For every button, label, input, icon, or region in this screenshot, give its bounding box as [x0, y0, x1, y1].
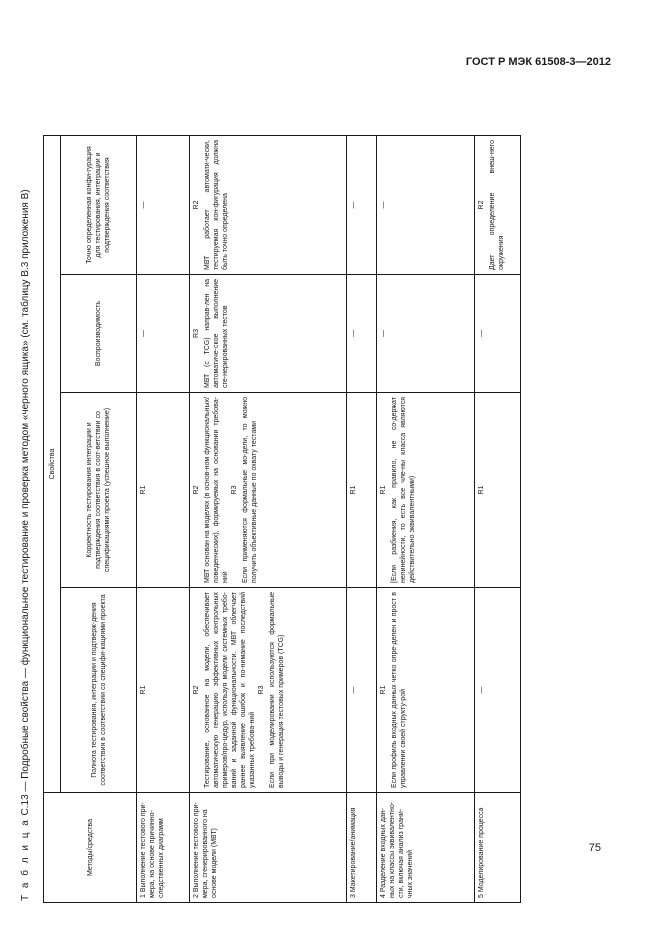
- property-cell-p2: [347, 393, 377, 588]
- recommendation-rating: —: [350, 686, 357, 694]
- property-cell-p4: [377, 136, 475, 275]
- recommendation-rating: —: [380, 201, 387, 209]
- justification-text: [Если разбиения, как правило, не со-держат нелинейности, то есть все чле-ны класса являются действительно эквивалентными): [391, 397, 416, 583]
- justification-text: Дает определение внеш-него окружения: [489, 140, 505, 270]
- header-completeness: Полнота тестирования, интеграции и подтверж-дения соответствия в соответствии со специфи-кациями проекта: [61, 588, 137, 793]
- recommendation-rating: —: [350, 330, 357, 337]
- recommendation-rating: R1: [350, 485, 357, 495]
- recommendation-rating: —: [380, 330, 387, 337]
- method-cell: 4 Разделение входных дан-ных на классы эквивалентно-сти, включая анализ грани-чных значений: [377, 793, 475, 903]
- justification-text: МВТ основан на моделях (в основ-ном функциональных/поведенческих), формируемых на основании требова-ний: [204, 397, 229, 583]
- method-cell: 3 Макетирование/анимация: [347, 793, 377, 903]
- method-cell: 2 Выполнение тестового при-мера, сгенерированного на основе модели (МВТ): [190, 793, 347, 903]
- recommendation-rating: —: [350, 201, 357, 209]
- recommendation-rating: R1: [140, 685, 147, 695]
- justification-text: МВТ работает автомати-чески, тестируемая кон-фигурация должна быть точно определена: [204, 140, 229, 270]
- rotated-table-block: [18, 0, 521, 909]
- recommendation-rating: R3: [258, 685, 265, 695]
- property-cell-p3: [475, 275, 521, 393]
- properties-table: [43, 135, 521, 903]
- recommendation-rating: R1: [478, 485, 485, 495]
- justification-text: Тестирование, основанное на модели, обеспечивает автоматическую генерацию эффективных контрольных примеров/про-цедур, используя модели системных требо-ваний и заданной функциональности. МВТ облегчает раннее выявление ошибок и по-нимание последствий указанных требова-ний: [204, 592, 256, 788]
- table-row: [347, 136, 377, 903]
- recommendation-rating: R2: [478, 200, 485, 210]
- table-body: [137, 136, 521, 903]
- property-cell-p3: [137, 275, 190, 393]
- property-cell-p4: [137, 136, 190, 275]
- justification-text: Если при моделировании используются формальные выводы и генерация тестовых примеров (TCG): [269, 592, 285, 788]
- property-cell-p2: [190, 393, 347, 588]
- property-cell-p2: [475, 393, 521, 588]
- caption-text: С.13 — Подробные свойства — функциональное тестирование и проверка методом «черного ящика» (см. таблицу В.3 приложения В): [20, 189, 31, 816]
- property-cell-p2: [137, 393, 190, 588]
- property-cell-p4: [190, 136, 347, 275]
- recommendation-rating: —: [140, 330, 147, 337]
- recommendation-rating: R1: [380, 485, 387, 495]
- table-row: [137, 136, 190, 903]
- recommendation-rating: —: [478, 686, 485, 694]
- property-cell-p1: [377, 588, 475, 793]
- property-cell-p4: [475, 136, 521, 275]
- property-cell-p1: [137, 588, 190, 793]
- property-cell-p1: [475, 588, 521, 793]
- justification-text: МВТ (с TCG) направ-лен на автоматиче-ское выполнение сге-нерированных тестов: [204, 279, 229, 388]
- table-caption: [18, 0, 43, 909]
- property-cell-p4: [347, 136, 377, 275]
- recommendation-rating: —: [478, 330, 485, 337]
- justification-text: Если применяются формальные мо-дели, то можно получить объективные данные по охвату тестами: [242, 397, 258, 583]
- header-methods: Методы/средства: [44, 793, 137, 903]
- recommendation-rating: R1: [140, 485, 147, 495]
- table-row: [190, 136, 347, 903]
- justification-text: Если профиль входных данных четко опре-делен и прост в управлении своей структу-рой: [391, 592, 407, 788]
- recommendation-rating: R1: [380, 685, 387, 695]
- method-cell: 5 Моделирование процесса: [475, 793, 521, 903]
- property-cell-p1: [347, 588, 377, 793]
- property-cell-p1: [190, 588, 347, 793]
- property-cell-p2: [377, 393, 475, 588]
- property-cell-p3: [190, 275, 347, 393]
- caption-lead: Т а б л и ц а: [20, 818, 31, 901]
- recommendation-rating: R3: [193, 329, 200, 338]
- recommendation-rating: —: [140, 201, 147, 209]
- header-configuration: Точно определенная конфи-гурация для тестирования, интеграции и подтверждения соответствия: [61, 136, 137, 275]
- header-repeatability: Воспроизводимость: [61, 275, 137, 393]
- property-cell-p3: [377, 275, 475, 393]
- property-cell-p3: [347, 275, 377, 393]
- page-number: 75: [588, 842, 601, 854]
- table-row: [377, 136, 475, 903]
- table-row: [475, 136, 521, 903]
- recommendation-rating: R2: [193, 200, 200, 210]
- document-header: ГОСТ Р МЭК 61508-3—2012: [465, 56, 611, 68]
- header-properties: Свойства: [44, 136, 61, 793]
- method-cell: 1 Выполнение тестового при-мера, на основе причинно-следственных диаграмм: [137, 793, 190, 903]
- header-correctness: Корректность тестирования интеграции и подтверждения соответствия в соот-ветствии со спецификациями проекта (успешное выполнение): [61, 393, 137, 588]
- recommendation-rating: R3: [231, 485, 238, 495]
- recommendation-rating: R2: [193, 685, 200, 695]
- recommendation-rating: R2: [193, 485, 200, 495]
